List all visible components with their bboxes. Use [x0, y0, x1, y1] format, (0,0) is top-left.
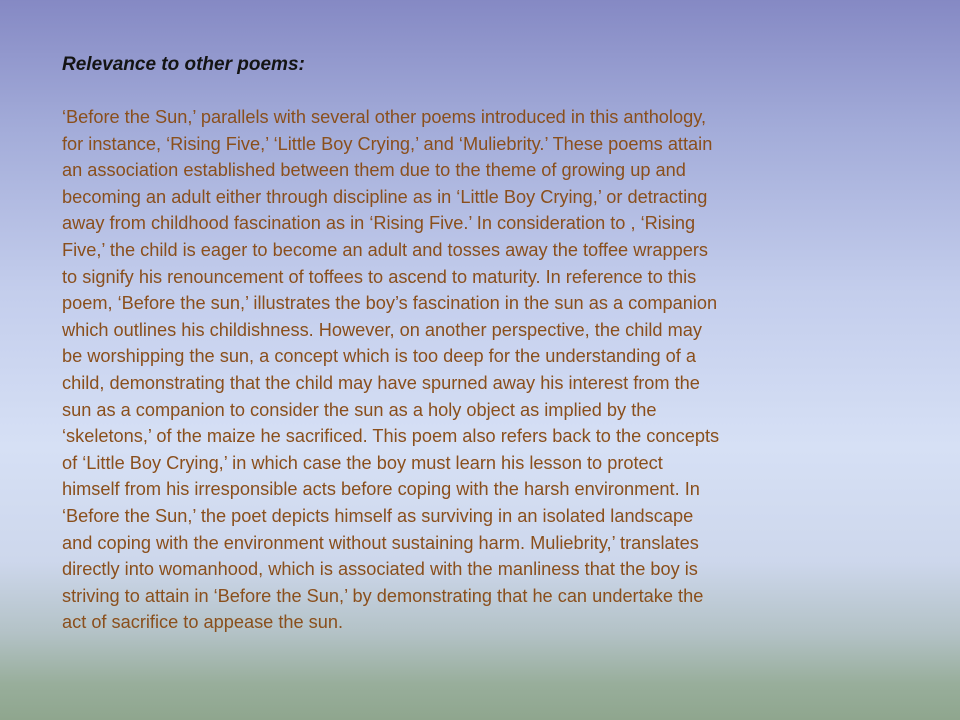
- body-line: ‘skeletons,’ of the maize he sacrificed. This poem also refers back to the concepts: [62, 426, 720, 447]
- body-line: sun as a companion to consider the sun as a holy object as implied by the: [62, 399, 657, 420]
- body-line: directly into womanhood, which is associated with the manliness that the boy is: [62, 559, 698, 580]
- body-line: be worshipping the sun, a concept which is too deep for the understanding of a: [62, 346, 696, 367]
- body-line: becoming an adult either through discipline as in ‘Little Boy Crying,’ or detracting: [62, 186, 708, 207]
- body-line: act of sacrifice to appease the sun.: [62, 612, 344, 633]
- body-line: ‘Before the Sun,’ the poet depicts himself as surviving in an isolated landscape: [62, 505, 694, 526]
- body-line: of ‘Little Boy Crying,’ in which case the boy must learn his lesson to protect: [62, 452, 663, 473]
- body-line: to signify his renouncement of toffees to ascend to maturity. In reference to this: [62, 266, 697, 287]
- body-line: Five,’ the child is eager to become an adult and tosses away the toffee wrappers: [62, 239, 709, 260]
- body-line: ‘Before the Sun,’ parallels with several other poems introduced in this anthology,: [62, 107, 706, 127]
- slide-heading: Relevance to other poems:: [62, 54, 305, 75]
- body-line: away from childhood fascination as in ‘Rising Five.’ In consideration to , ‘Rising: [62, 213, 696, 234]
- body-line: himself from his irresponsible acts before coping with the harsh environment. In: [62, 479, 700, 500]
- body-line: which outlines his childishness. However, on another perspective, the child may: [62, 319, 702, 340]
- body-line: striving to attain in ‘Before the Sun,’ by demonstrating that he can undertake the: [62, 585, 704, 606]
- body-line: an association established between them due to the theme of growing up and: [62, 160, 686, 181]
- slide-content: [62, 52, 882, 636]
- body-line: child, demonstrating that the child may have spurned away his interest from the: [62, 372, 700, 393]
- body-line: poem, ‘Before the sun,’ illustrates the boy’s fascination in the sun as a companion: [62, 293, 718, 314]
- body-line: for instance, ‘Rising Five,’ ‘Little Boy Crying,’ and ‘Muliebrity.’ These poems attain: [62, 133, 713, 154]
- body-line: and coping with the environment without sustaining harm. Muliebrity,’ translates: [62, 532, 699, 553]
- slide-body-paragraph: [62, 104, 882, 636]
